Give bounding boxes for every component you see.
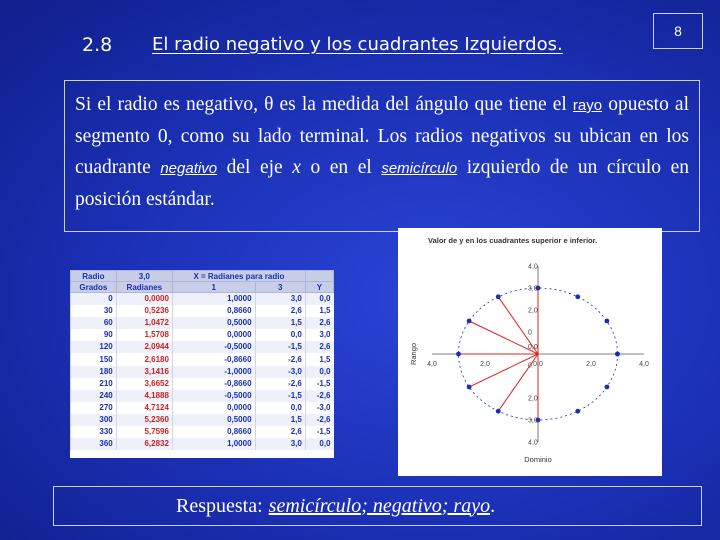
table-cell: -1,5 [305, 378, 333, 390]
y-tick-label: 2,0 [528, 307, 538, 315]
table-cell: -1,5 [255, 390, 305, 402]
table-cell: 5,2360 [116, 414, 172, 426]
table-cell: 90 [71, 329, 117, 341]
text-part-5: izquierdo de un círculo en posición estándar. [75, 157, 689, 210]
keyword-negativo: negativo [160, 160, 218, 177]
slide-title: El radio negativo y los cuadrantes Izquierdos. [152, 34, 563, 55]
table-header-cell: Grados [71, 282, 117, 293]
table-cell: -2,6 [305, 390, 333, 402]
table-cell: 0,0 [305, 293, 333, 306]
table-cell: 300 [71, 414, 117, 426]
table-cell: 0,0 [305, 366, 333, 378]
table-cell: -0,8660 [172, 378, 255, 390]
text-part-4: o en el [300, 157, 372, 178]
table-top-cell: Radio [71, 271, 117, 282]
table-cell: 5,7596 [116, 426, 172, 438]
table-cell: 0,0000 [116, 293, 172, 306]
table-row [71, 341, 334, 353]
table-row [71, 329, 334, 341]
table-row [71, 438, 334, 450]
circle-chart [398, 228, 662, 476]
y-tick-label: 3,0 [528, 417, 538, 425]
table-cell: -0,5000 [172, 341, 255, 353]
table-cell: 2,6 [305, 341, 333, 353]
table-cell: 1,5 [305, 353, 333, 365]
data-point [575, 409, 580, 414]
table-cell: 1,5708 [116, 329, 172, 341]
y-tick-label: 2,0 [528, 395, 538, 403]
table-cell: 2,6180 [116, 353, 172, 365]
table-row [71, 426, 334, 438]
y-tick-label: 0 [528, 329, 532, 337]
table-cell: 2,6 [255, 305, 305, 317]
x-tick-label: 0,0 [533, 361, 543, 368]
table-cell: 3,0 [305, 329, 333, 341]
y-axis-label: Rango [409, 342, 418, 366]
table-cell: 0,0 [255, 402, 305, 414]
table-cell: 0,5000 [172, 414, 255, 426]
data-point [467, 319, 472, 324]
table-cell: -0,5000 [172, 390, 255, 402]
data-point [605, 385, 610, 390]
table-cell: 1,0472 [116, 317, 172, 329]
table-cell: 0,8660 [172, 305, 255, 317]
table-cell: 0,0000 [172, 402, 255, 414]
table-cell: 330 [71, 426, 117, 438]
text-part-2: opuesto al segmento 0, como su lado terminal. Los radios negativos su ubican en los cuadrante [75, 94, 690, 178]
section-number: 2.8 [82, 34, 113, 56]
table-cell: -3,0 [255, 366, 305, 378]
table-header-cell: 1 [172, 282, 255, 293]
table-cell: 1,0000 [172, 438, 255, 450]
table-cell: -2,6 [255, 378, 305, 390]
table-cell: 180 [71, 366, 117, 378]
table-header-cell: Radianes [116, 282, 172, 293]
chart-title: Valor de y en los cuadrantes superior e inferior. [428, 236, 598, 245]
table-row [71, 293, 334, 306]
y-tick-label: 4,0 [528, 263, 538, 271]
table-header-row [71, 282, 334, 293]
answer-value: semicírculo; negativo; rayo [268, 494, 491, 517]
table-row [71, 378, 334, 390]
table-cell: 1,0000 [172, 293, 255, 306]
table-cell: 270 [71, 402, 117, 414]
data-point [575, 294, 580, 299]
table-cell: 4,1888 [116, 390, 172, 402]
table-row [71, 317, 334, 329]
table-cell: -1,5 [255, 341, 305, 353]
table-cell: 240 [71, 390, 117, 402]
values-table [70, 270, 334, 458]
table-cell: 3,0 [255, 293, 305, 306]
table-row [71, 366, 334, 378]
table-cell: 3,0 [255, 438, 305, 450]
table-row [71, 402, 334, 414]
table-cell: -3,0 [305, 402, 333, 414]
x-tick-label: 4,0 [639, 361, 649, 368]
table-cell: 2,6 [305, 317, 333, 329]
table-cell: -2,6 [305, 414, 333, 426]
table-cell: 360 [71, 438, 117, 450]
table-cell: -1,0000 [172, 366, 255, 378]
y-tick-label: 4,0 [528, 439, 538, 447]
table-row [71, 353, 334, 365]
answer-box [53, 486, 702, 526]
table-top-row [71, 271, 334, 282]
x-axis-label: Dominio [524, 455, 552, 464]
ray-line [498, 354, 538, 411]
table-cell: 1,5 [255, 414, 305, 426]
table-cell: 2,6 [255, 426, 305, 438]
data-point [605, 319, 610, 324]
table-cell: 210 [71, 378, 117, 390]
y-tick-label: 0 [528, 362, 532, 370]
data-point [615, 352, 620, 357]
table-cell: 0,0 [255, 329, 305, 341]
chart-svg [398, 228, 662, 476]
explanation-paragraph [64, 80, 700, 232]
text-part-3: del eje [217, 157, 283, 178]
x-tick-label: 4,0 [427, 361, 437, 368]
ray-line [469, 354, 538, 387]
table-top-cell [305, 271, 333, 282]
data-point [496, 294, 501, 299]
table-cell: 4,7124 [116, 402, 172, 414]
table-cell: 0,5236 [116, 305, 172, 317]
data-point [467, 385, 472, 390]
table-cell: -2,6 [255, 353, 305, 365]
y-tick-label: 3,0 [528, 285, 538, 293]
table-cell: 30 [71, 305, 117, 317]
y-tick-label: 0,0 [528, 343, 538, 351]
table-cell: 0,0 [305, 438, 333, 450]
table-cell: 6,2832 [116, 438, 172, 450]
table-cell: 3,6652 [116, 378, 172, 390]
answer-period: . [490, 494, 496, 517]
table-cell: 120 [71, 341, 117, 353]
table-cell: 0,8660 [172, 426, 255, 438]
data-point [496, 409, 501, 414]
data-point [456, 352, 461, 357]
table-cell: 2,0944 [116, 341, 172, 353]
answer-label: Respuesta: [176, 494, 263, 517]
table-header-cell: Y [305, 282, 333, 293]
text-part-1: Si el radio es negativo, θ es la medida del ángulo que tiene el [75, 94, 567, 115]
page-number: 8 [653, 13, 703, 49]
table-header-cell: 3 [255, 282, 305, 293]
table-cell: 60 [71, 317, 117, 329]
table-cell: 0,0000 [172, 329, 255, 341]
table-row [71, 390, 334, 402]
table-top-cell: 3,0 [116, 271, 172, 282]
table-cell: 150 [71, 353, 117, 365]
table-cell: 3,1416 [116, 366, 172, 378]
table-cell: 0 [71, 293, 117, 306]
table-cell: 0,5000 [172, 317, 255, 329]
x-tick-label: 2,0 [586, 361, 596, 368]
table-cell: -0,8660 [172, 353, 255, 365]
table-cell: -1,5 [305, 426, 333, 438]
keyword-rayo: rayo [572, 97, 603, 114]
table-top-cell: X = Radianes para radio [172, 271, 305, 282]
var-x: x [292, 157, 301, 178]
table-row [71, 305, 334, 317]
x-tick-label: 2,0 [480, 361, 490, 368]
keyword-semicirculo: semicírculo [381, 160, 458, 177]
table-cell: 1,5 [255, 317, 305, 329]
table-row [71, 414, 334, 426]
table-cell: 1,5 [305, 305, 333, 317]
